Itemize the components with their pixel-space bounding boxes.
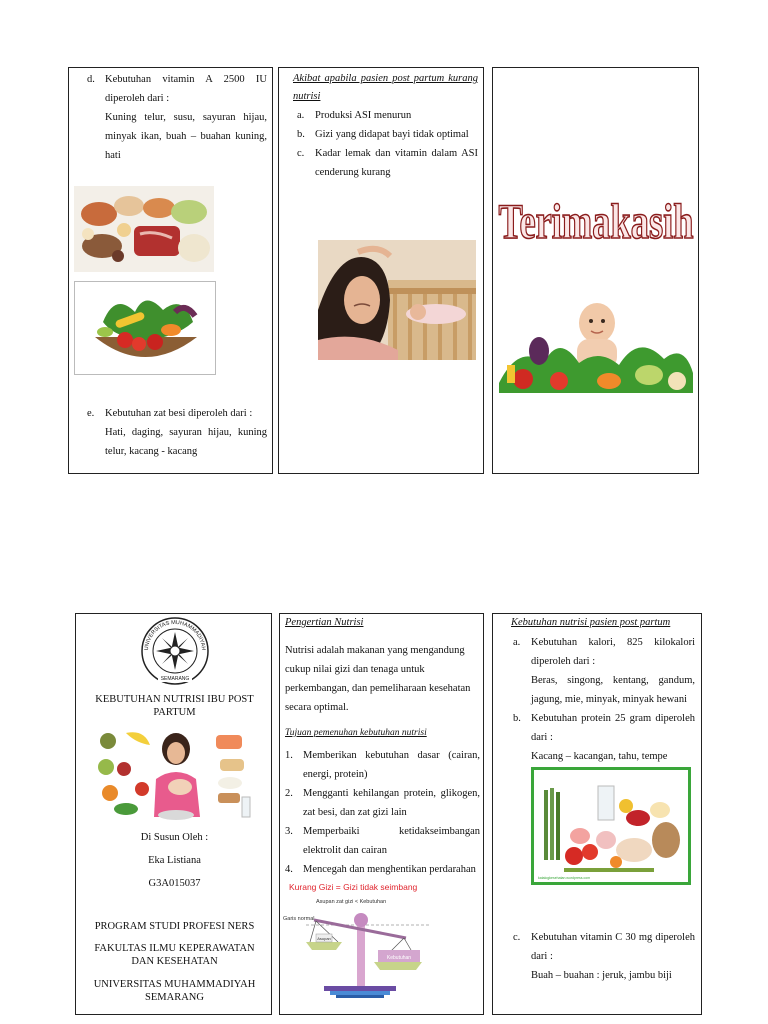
svg-text:SEMARANG: SEMARANG: [160, 676, 190, 682]
baby-vegetables-image: [499, 293, 693, 405]
booklet-title: KEBUTUHAN NUTRISI IBU POST PARTUM: [95, 694, 254, 718]
prepared-by-label: Di Susun Oleh :: [140, 832, 209, 843]
malnutrition-heading: Akibat apabila pasien post partum kurang nutrisi: [293, 73, 478, 102]
program-name: PROGRAM STUDI PROFESI NERS: [94, 921, 255, 932]
list-item: a. Produksi ASI menurun: [297, 110, 412, 121]
mother-foods-image: [96, 727, 254, 822]
panel-malnutrition-effects: [278, 67, 484, 474]
thank-you-title: Terimakasih: [498, 193, 694, 249]
list-item: 3. Memperbaiki ketidakseimbangan elektrolit dan cairan: [285, 826, 480, 856]
diagram-subtitle: Asupan zat gizi < Kebutuhan: [316, 899, 387, 905]
thank-you-wordart: [493, 173, 700, 283]
panel-thank-you: [492, 67, 699, 474]
normal-line-label: Garis normal: [283, 916, 315, 922]
list-item: 2. Mengganti kehilangan protein, glikogen, zat besi, dan zat gizi lain: [285, 788, 480, 818]
university-name: UNIVERSITAS MUHAMMADIYAH SEMARANG: [93, 979, 256, 1003]
goals-list: [281, 746, 480, 879]
vegetables-basket-image: [74, 281, 216, 375]
list-item: b. Gizi yang didapat bayi tidak optimal: [297, 129, 469, 140]
faculty-name: FAKULTAS ILMU KEPERAWATAN DAN KESEHATAN: [94, 943, 255, 967]
malnutrition-effects-list: [293, 106, 478, 182]
panel-vitamin-a-iron: [68, 67, 273, 474]
nutrition-definition: Nutrisi adalah makanan yang mengandung cukup nilai gizi dan tenaga untuk perkembangan, dan pemeliharaan kesehatan secara optimal.: [285, 645, 471, 713]
tired-mother-baby-image: [318, 240, 476, 360]
item-vitamin-a-sources: Kuning telur, susu, sayuran hijau, minyak ikan, buah – buahan kuning, hati: [105, 112, 267, 161]
left-pan-label: Asupan: [317, 936, 331, 941]
malnutrition-scale-diagram: [280, 880, 485, 1010]
item-iron-text: Kebutuhan zat besi diperoleh dari :: [105, 408, 253, 419]
definition-heading: Pengertian Nutrisi: [285, 617, 364, 628]
svg-text:UNIVERSITAS MUHAMMADIYAH: UNIVERSITAS MUHAMMADIYAH: [143, 619, 207, 651]
image-source-caption: katalogkesehatan.wordpress.com: [538, 876, 591, 880]
right-pan-label: Kebutuhan: [386, 955, 412, 961]
university-logo-icon: [140, 616, 210, 686]
balanced-foods-image: [531, 767, 691, 885]
student-id: G3A015037: [148, 878, 201, 889]
list-item: 1. Memberikan kebutuhan dasar (cairan, energi, protein): [285, 750, 480, 780]
list-item: b. Kebutuhan protein 25 gram diperoleh dari : Kacang – kacangan, tahu, tempe: [513, 713, 695, 762]
list-item: c. Kadar lemak dan vitamin dalam ASI cenderung kurang: [297, 148, 478, 178]
item-iron-sources: Hati, daging, sayuran hijau, kuning telur, kacang - kacang: [105, 427, 267, 457]
panel-nutrition-definition: [279, 613, 484, 1015]
author-name: Eka Listiana: [148, 855, 201, 866]
panel-postpartum-needs: [492, 613, 702, 1015]
needs-list-top: [509, 633, 695, 766]
list-item: a. Kebutuhan kalori, 825 kilokalori diperoleh dari : Beras, singong, kentang, gandum, jagung, mie, minyak, minyak hewani: [513, 637, 695, 705]
panel-cover: [75, 613, 272, 1015]
needs-heading: Kebutuhan nutrisi pasien post partum: [511, 617, 671, 628]
needs-list-bottom: [509, 928, 695, 985]
list-item: c. Kebutuhan vitamin C 30 mg diperoleh dari : Buah – buahan : jeruk, jambu biji: [513, 932, 695, 981]
item-iron: e. Kebutuhan zat besi diperoleh dari : Hati, daging, sayuran hijau, kuning telur, kacang - kacang: [83, 404, 267, 461]
protein-foods-image: [74, 186, 214, 272]
goals-heading: Tujuan pemenuhan kebutuhan nutrisi: [285, 728, 427, 738]
diagram-title: Kurang Gizi = Gizi tidak seimbang: [289, 882, 418, 892]
item-vitamin-a: d. Kebutuhan vitamin A 2500 IU diperoleh dari : Kuning telur, susu, sayuran hijau, minyak ikan, buah – buahan kuning, hati: [83, 70, 267, 165]
list-item: 4. Mencegah dan menghentikan perdarahan: [285, 864, 476, 875]
item-vitamin-a-text: Kebutuhan vitamin A 2500 IU diperoleh dari :: [105, 74, 267, 104]
